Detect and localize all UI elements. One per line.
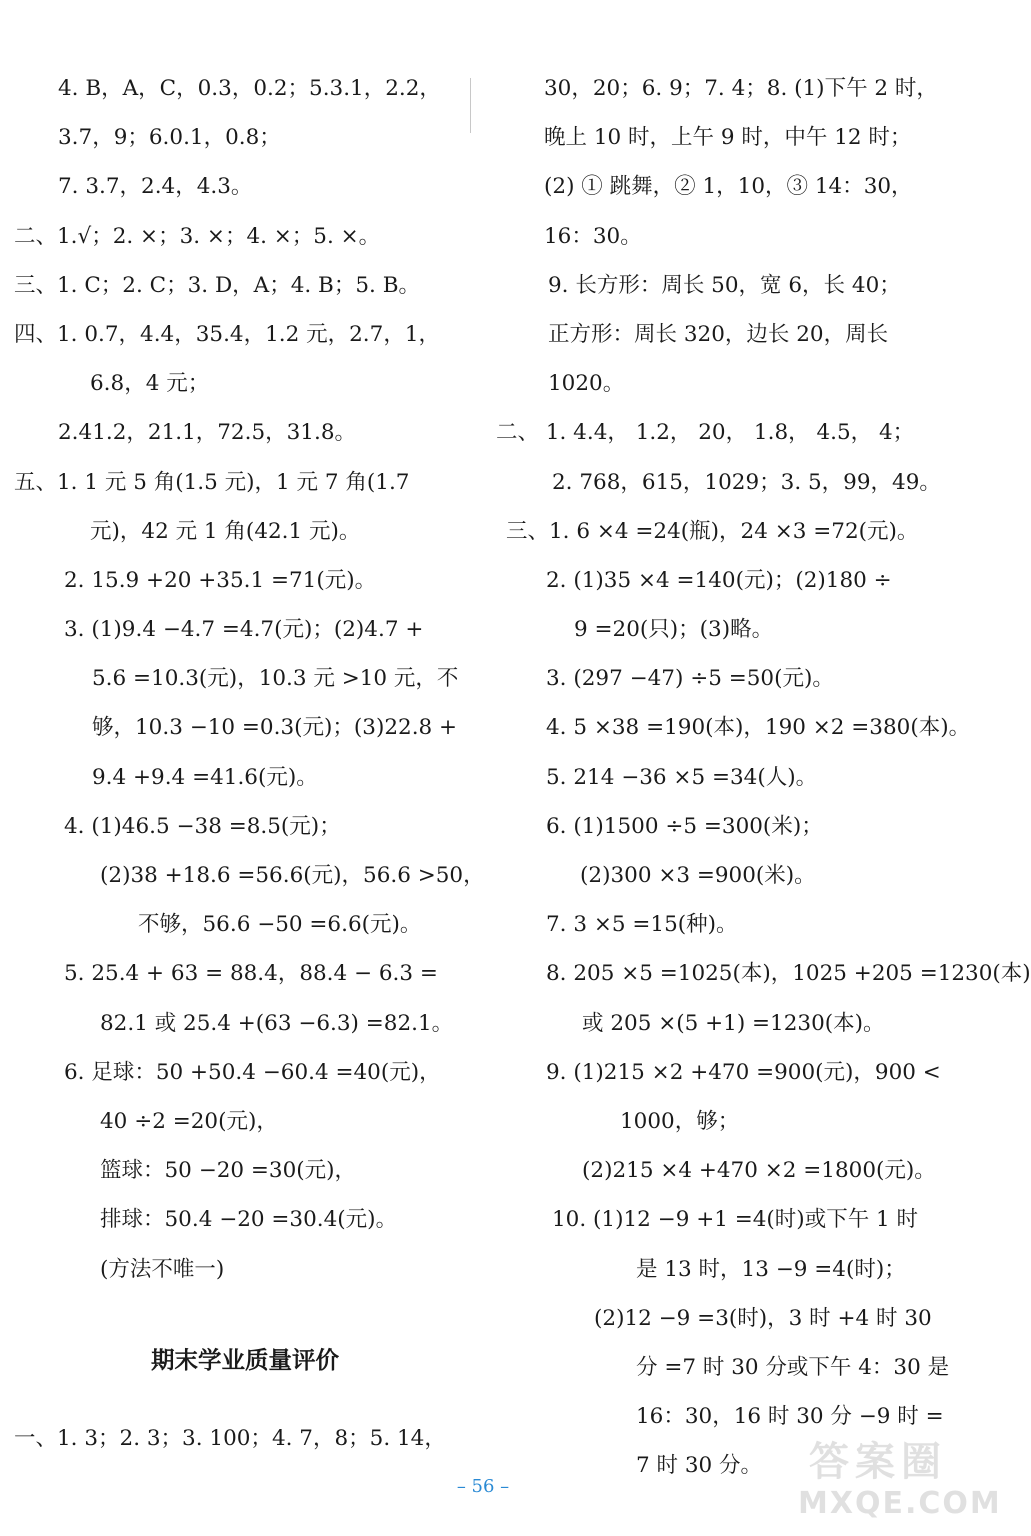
answer-line: 三、1. C；2. C；3. D，A；4. B；5. B。 — [14, 272, 421, 298]
answer-line: 2. 15.9 +20 +35.1 =71(元)。 — [64, 567, 377, 593]
answer-line: 够，10.3 −10 =0.3(元)；(3)22.8 + — [92, 715, 458, 741]
answer-line: 2. (1)35 ×4 =140(元)；(2)180 ÷ — [546, 567, 892, 593]
answer-line: 9. (1)215 ×2 +470 =900(元)，900 < — [546, 1059, 941, 1085]
answer-line: 9.4 +9.4 =41.6(元)。 — [92, 764, 318, 790]
answer-line: 7. 3.7，2.4，4.3。 — [58, 174, 253, 200]
answer-line: 82.1 或 25.4 +(63 −6.3) =82.1。 — [100, 1010, 454, 1036]
answer-line: 五、1. 1 元 5 角(1.5 元)，1 元 7 角(1.7 — [14, 469, 410, 495]
answer-line: 分 =7 时 30 分或下午 4：30 是 — [636, 1354, 950, 1380]
answer-line: 1020。 — [548, 371, 625, 397]
answer-line: 40 ÷2 =20(元)， — [100, 1108, 278, 1134]
answer-line: 7 时 30 分。 — [636, 1453, 763, 1479]
answer-line: 或 205 ×(5 +1) =1230(本)。 — [582, 1010, 885, 1036]
answer-line: 9 =20(只)；(3)略。 — [574, 617, 774, 643]
answer-line: 2. 768，615，1029；3. 5，99，49。 — [552, 469, 941, 495]
answer-line: 二、1.√；2. ×；3. ×；4. ×；5. ×。 — [14, 223, 381, 249]
answer-line: 4. B，A，C，0.3，0.2；5.3.1，2.2， — [58, 76, 441, 101]
answer-line: 5.6 =10.3(元)，10.3 元 >10 元，不 — [92, 666, 459, 692]
answer-line: 二、 1. 4.4， 1.2， 20， 1.8， 4.5， 4； — [496, 420, 915, 446]
answer-line: (方法不唯一) — [100, 1256, 225, 1282]
answer-line: 3.7，9；6.0.1，0.8； — [58, 125, 281, 151]
answer-line: 16：30。 — [544, 223, 642, 249]
right-answer-lines — [496, 64, 1031, 1490]
answer-line: 一、1. 3；2. 3；3. 100；4. 7，8；5. 14， — [14, 1425, 446, 1451]
answer-line: 16：30，16 时 30 分 −9 时 = — [636, 1404, 944, 1430]
left-after-heading-lines — [14, 1414, 476, 1463]
answer-line: 30，20；6. 9；7. 4；8. (1)下午 2 时， — [544, 76, 938, 101]
answer-line: 5. 25.4 + 63 = 88.4，88.4 − 6.3 = — [64, 961, 438, 987]
answer-line: 元)，42 元 1 角(42.1 元)。 — [90, 518, 361, 544]
answer-line: 是 13 时，13 −9 =4(时)； — [636, 1256, 906, 1282]
answer-line: 6. 足球：50 +50.4 −60.4 =40(元)， — [64, 1059, 441, 1085]
answer-line: (2) ① 跳舞，② 1，10，③ 14：30， — [544, 174, 913, 200]
answer-line: 10. (1)12 −9 +1 =4(时)或下午 1 时 — [552, 1207, 919, 1233]
section-heading: 期末学业质量评价 — [151, 1345, 339, 1374]
answer-line: 7. 3 ×5 =15(种)。 — [546, 912, 738, 938]
watermark-top-text: 答案圈 — [809, 1439, 947, 1485]
page-number: – 56 – — [456, 1476, 510, 1497]
answer-line: (2)12 −9 =3(时)，3 时 +4 时 30 — [594, 1305, 932, 1331]
answer-line: 4. 5 ×38 =190(本)，190 ×2 =380(本)。 — [546, 715, 971, 741]
watermark-bottom-text: MXQE.COM — [798, 1486, 1002, 1521]
answer-line: 不够，56.6 −50 =6.6(元)。 — [138, 912, 422, 938]
left-answer-lines — [14, 64, 485, 1294]
answer-line: 6.8，4 元； — [90, 371, 210, 397]
answer-line: 6. (1)1500 ÷5 =300(米)； — [546, 813, 823, 839]
watermark-logo — [798, 1438, 1002, 1530]
answer-line: (2)215 ×4 +470 ×2 =1800(元)。 — [582, 1158, 936, 1184]
answer-line: 8. 205 ×5 =1025(本)，1025 +205 =1230(本) — [546, 961, 1031, 987]
answer-line: 三、1. 6 ×4 =24(瓶)，24 ×3 =72(元)。 — [506, 518, 919, 544]
answer-line: 9. 长方形：周长 50，宽 6，长 40； — [548, 272, 901, 298]
answer-line: 5. 214 −36 ×5 =34(人)。 — [546, 764, 818, 790]
answer-line: 四、1. 0.7，4.4，35.4，1.2 元，2.7，1， — [14, 321, 441, 347]
answer-line: 排球：50.4 −20 =30.4(元)。 — [100, 1207, 398, 1233]
answer-line: 3. (1)9.4 −4.7 =4.7(元)；(2)4.7 + — [64, 617, 424, 643]
answer-line: 2.41.2，21.1，72.5，31.8。 — [58, 420, 356, 446]
answer-line: (2)38 +18.6 =56.6(元)，56.6 >50， — [100, 863, 485, 888]
answer-line: 正方形：周长 320，边长 20，周长 — [548, 321, 889, 347]
answer-line: 3. (297 −47) ÷5 =50(元)。 — [546, 666, 834, 692]
answer-line: 4. (1)46.5 −38 =8.5(元)； — [64, 813, 341, 839]
answer-line: 1000，够； — [620, 1108, 740, 1134]
answer-line: 篮球：50 −20 =30(元)， — [100, 1158, 357, 1184]
left-column — [14, 64, 485, 1463]
answer-line: (2)300 ×3 =900(米)。 — [580, 863, 816, 888]
answer-line: 晚上 10 时，上午 9 时，中午 12 时； — [544, 125, 912, 151]
right-column — [496, 64, 1031, 1490]
